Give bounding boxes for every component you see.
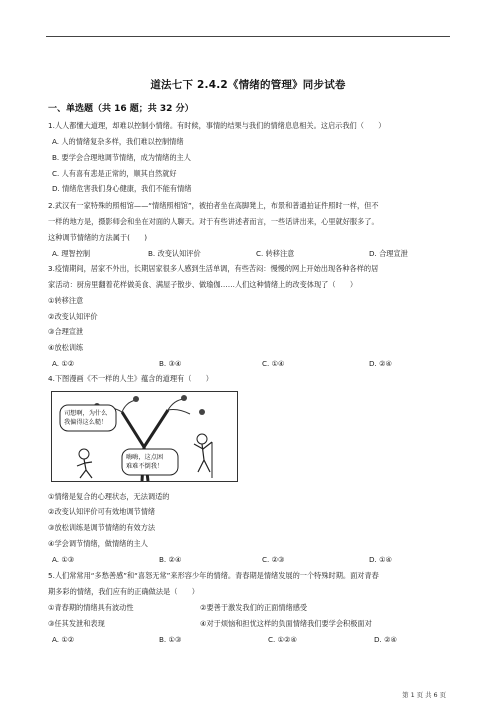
q2-option-b: B. 改变认知评价 (148, 249, 201, 258)
q3-option-c: C. ①④ (262, 359, 285, 368)
comic-bubble-left: 司想啊，为什么 我偏得这么糙！ (64, 410, 108, 426)
q5-item-2: ②要善于激发我们的正面情绪感受 (200, 603, 308, 612)
question-5-line-1: 5.人们常常用“多愁善感”和“喜怒无常”来形容少年的情绪。青春期是情绪发展的一个特殊时期。面对青春 (48, 571, 379, 580)
q1-option-c: C. 人有喜有悲是正常的，顺其自然就好 (52, 169, 177, 178)
q5-option-d: D. ②④ (374, 635, 397, 644)
page-title: 道法七下 2.4.2《情绪的管理》同步试卷 (150, 79, 346, 91)
question-3-line-1: 3.疫情期间，居家不外出，长期居家很多人感到生活单调，有些苦闷：慢慢的网上开始出现各种各样的居 (48, 264, 379, 273)
header-rule (46, 36, 450, 37)
q3-item-2: ②改变认知评价 (48, 312, 98, 321)
comic-bubble-right: 嗨嗨，这点困 难难不倒我！ (126, 454, 164, 470)
question-2-line-3: 这种调节情绪的方法属于( ) (48, 233, 148, 242)
question-4-stem: 4.下图漫画《不一样的人生》蕴含的道理有（ ） (48, 374, 213, 383)
q3-option-a: A. ①② (52, 359, 75, 368)
section-heading: 一、单选题（共 16 题；共 32 分） (48, 104, 194, 114)
question-2-line-1: 2.武汉有一家特殊的照相馆——“情绪照相馆”，被拍者坐在高脚凳上，布景和普通拍证件照时一样，但不 (48, 201, 379, 210)
q4-option-b: B. ②④ (159, 555, 182, 564)
q5-item-4: ④对于烦恼和担忧这样的负面情绪我们要学会积极面对 (200, 619, 372, 628)
q3-item-1: ①转移注意 (48, 296, 84, 305)
q5-option-a: A. ①② (52, 635, 75, 644)
q4-item-3: ③放松训练是调节情绪的有效方法 (48, 523, 156, 532)
page-footer: 第 1 页 共 6 页 (402, 691, 446, 699)
question-2-line-2: 一样的地方是，摄影师会和坐在对面的人聊天。对于有些讲述者而言，一些话讲出来，心里就好服多了。 (48, 217, 379, 226)
q4-item-1: ①情绪是复合的心理状态，无法调适的 (48, 492, 170, 501)
q5-item-1: ①青春期的情绪具有波动性 (48, 603, 134, 612)
q4-item-4: ④学会调节情绪，做情绪的主人 (48, 539, 148, 548)
q1-option-b: B. 要学会合理地调节情绪，成为情绪的主人 (52, 153, 191, 162)
q5-option-b: B. ①③ (159, 635, 182, 644)
q4-item-2: ②改变认知评价可有效地调节情绪 (48, 507, 156, 516)
q1-option-a: A. 人的情绪复杂多样，我们难以控制情绪 (52, 137, 184, 146)
question-3-line-2: 家活动：厨房里翻着花样做美食、满屋子散步、做瑜伽……人们这种情绪上的改变体现了（ ） (48, 280, 358, 289)
q4-option-c: C. ②③ (262, 555, 285, 564)
question-5-line-2: 期多彩的情绪，我们应有的正确做法是（ ） (48, 587, 199, 596)
q3-option-b: B. ③④ (159, 359, 182, 368)
q3-item-3: ③合理宣泄 (48, 327, 84, 336)
q2-option-d: D. 合理宣泄 (369, 249, 408, 258)
q1-option-d: D. 情绪危害我们身心健康，我们不能有情绪 (52, 184, 192, 193)
q3-option-d: D. ②④ (369, 359, 392, 368)
q2-option-a: A. 理智控制 (52, 249, 91, 258)
q4-option-d: D. ①④ (369, 555, 392, 564)
q3-item-4: ④放松训练 (48, 343, 84, 352)
question-1-stem: 1.人人都懂大道理，却难以控制小情绪。有时候，事情的结果与我们的情绪息息相关。这启示我们（ ） (48, 121, 386, 130)
q5-option-c: C. ①②④ (268, 635, 297, 644)
q5-item-3: ③任其发泄和表现 (48, 619, 105, 628)
q2-option-c: C. 转移注意 (256, 249, 295, 258)
q4-option-a: A. ①③ (52, 555, 75, 564)
comic-image (51, 391, 238, 482)
